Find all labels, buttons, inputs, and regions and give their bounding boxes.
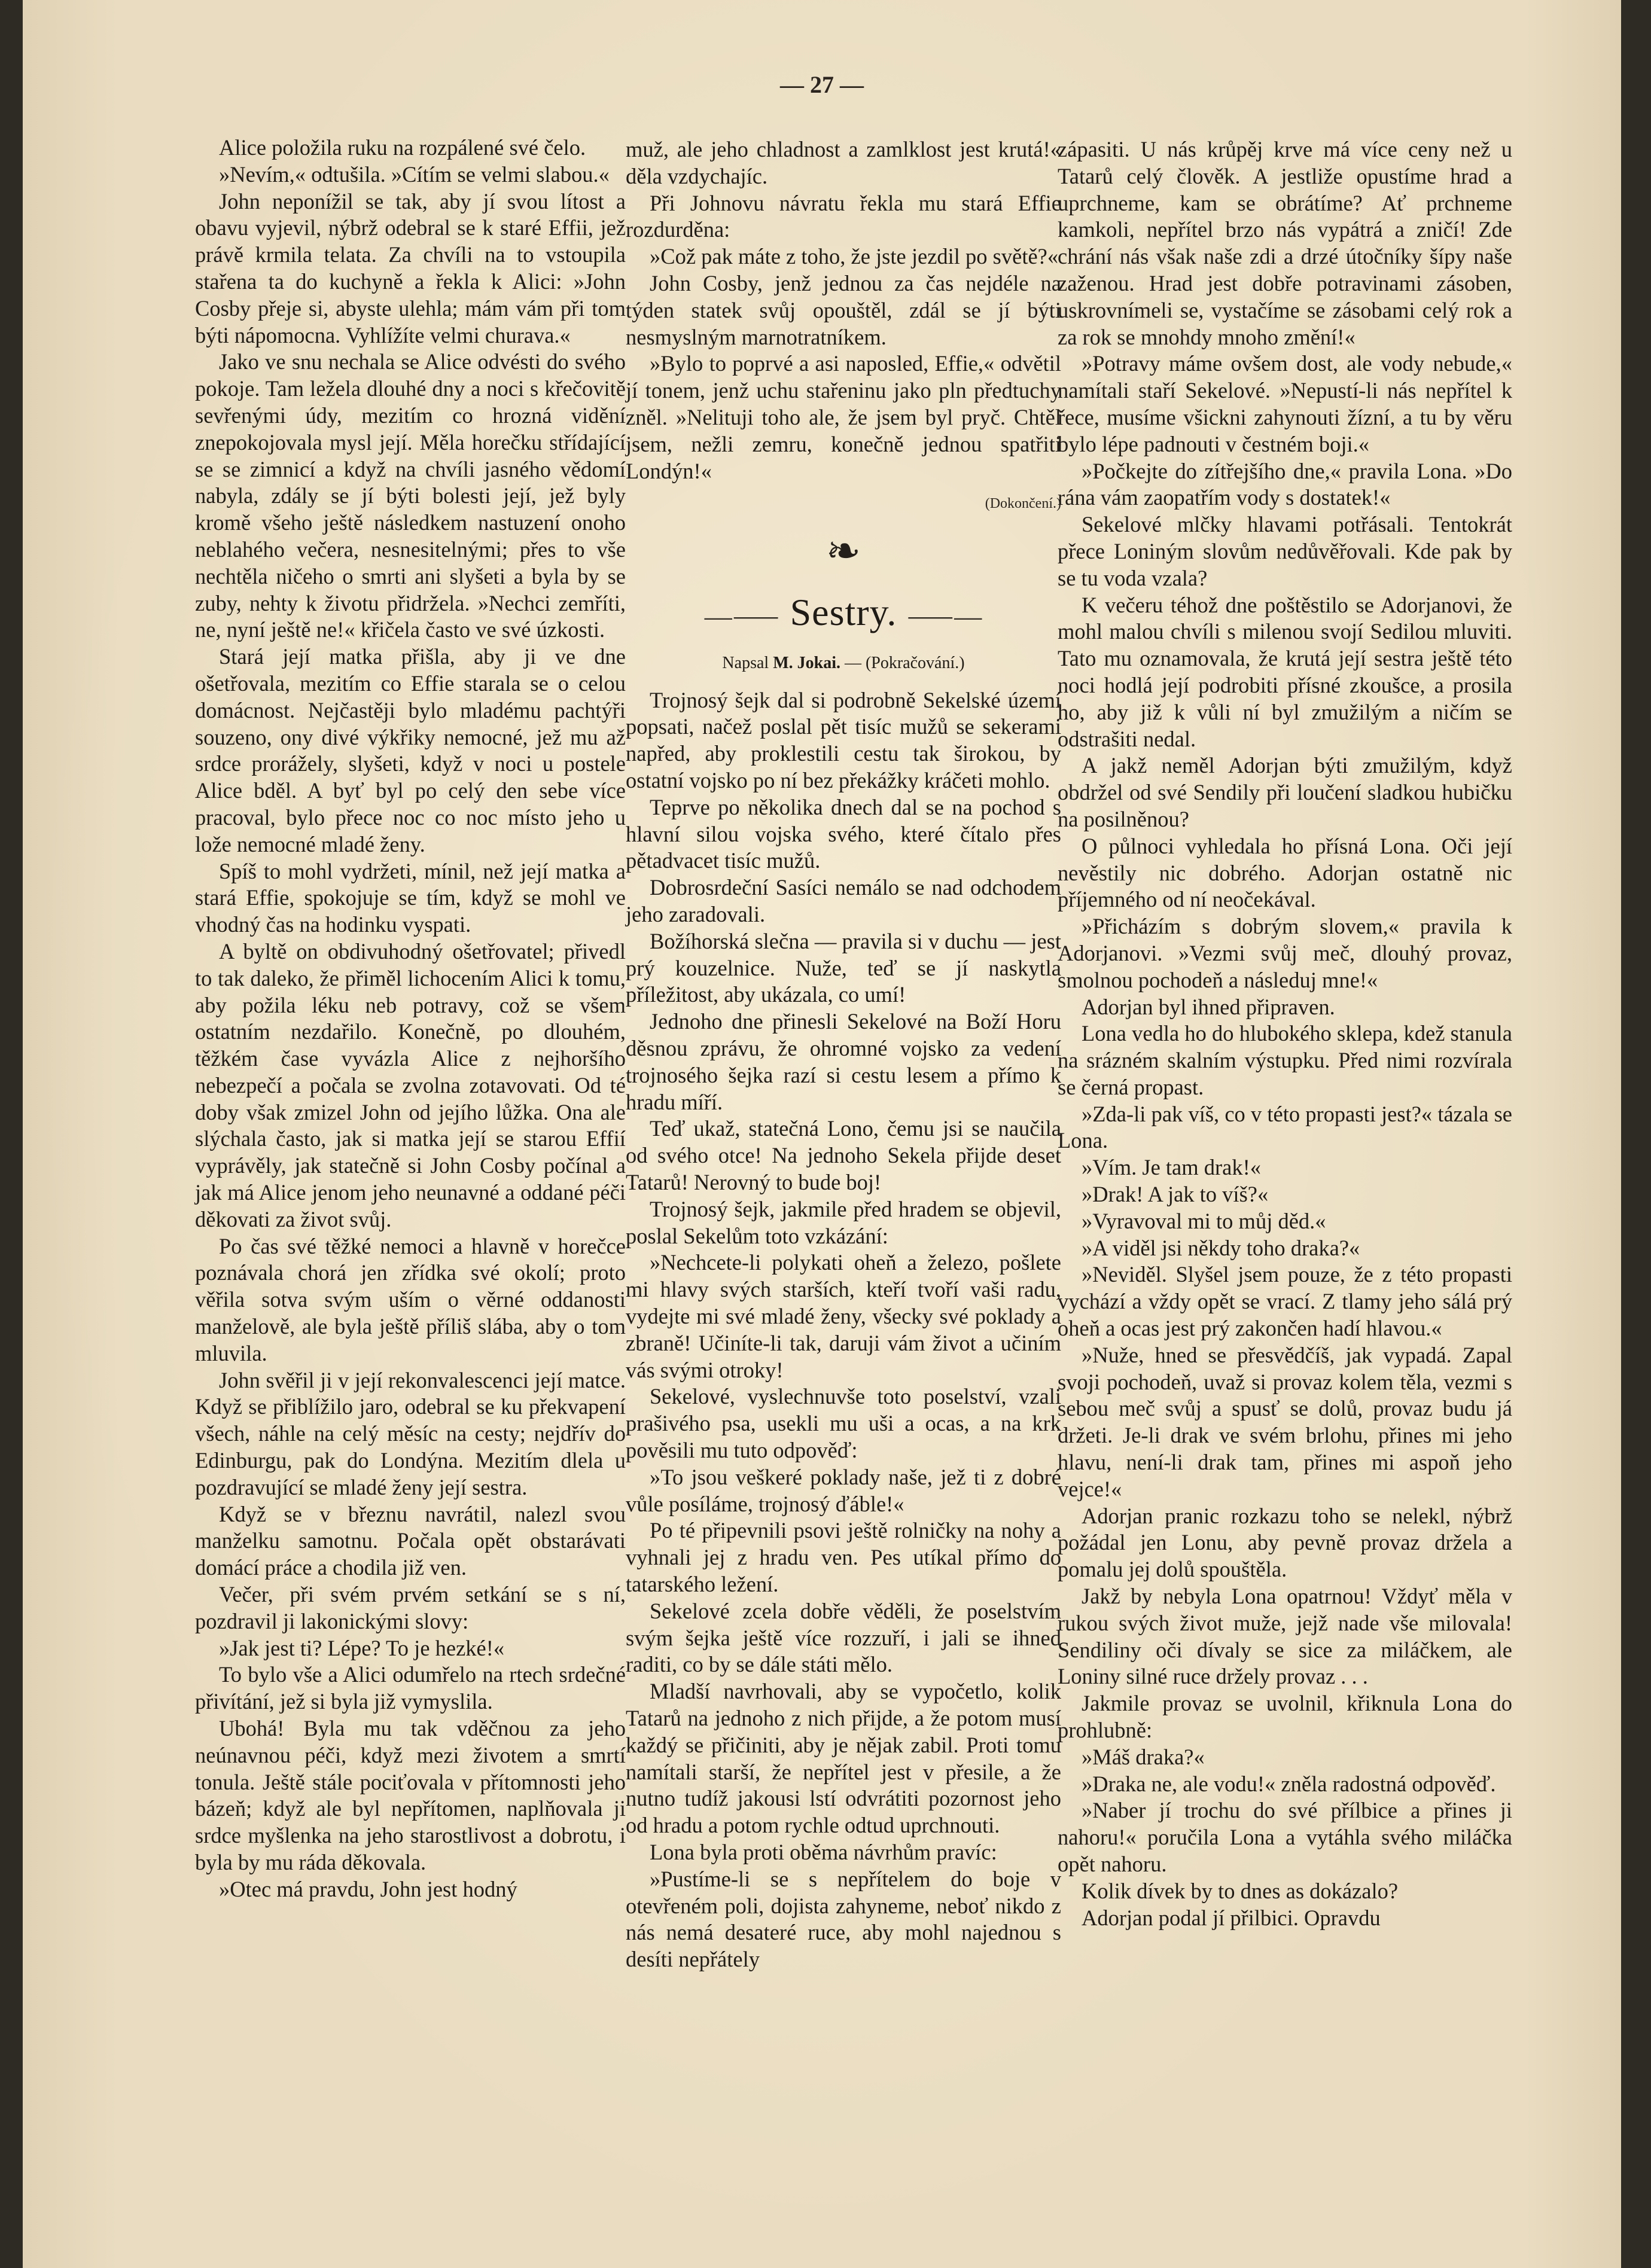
paragraph: A jakž neměl Adorjan býti zmužilým, když obdržel od své Sendily při loučení sladkou hubičku na posilněnou?: [1058, 753, 1512, 831]
title-flourish-left: —⸺: [704, 600, 780, 632]
continuation-note: (Dokončení.): [985, 496, 1061, 512]
paragraph: Trojnosý šejk dal si podrobně Sekelské území popsati, načež poslal pět tisíc mužů se sekerami napřed, aby proklestili cestu tak širokou, by ostatní vojsko po ní bez překážky kráčeti mohlo.: [626, 687, 1061, 793]
paragraph: A byltě on obdivuhodný ošetřovatel; přivedl to tak daleko, že přiměl lichocením Alici k tomu, aby požila léku neb potravy, což se všem ostatním nezdařilo. Konečně, po dlouhém, těžkém čase vyvázla Alice z nejhoršího nebezpečí a počala se zvolna zotavovati. Od té doby však zmizel John od jejího lůžka. Ona ale slýchala často, jak si matka její se starou Effií vyprávěly, jak statečně si John Cosby počínal a jak má Alice jenom jeho neunavné a oddané péči děkovati za život svůj.: [195, 938, 626, 1231]
paragraph: muž, ale jeho chladnost a zamlklost jest krutá!« děla vzdychajíc.: [626, 137, 1061, 188]
story-ending: [626, 136, 1061, 484]
left-column: [195, 135, 626, 1903]
page-number: — 27 —: [780, 71, 864, 98]
byline-prefix: Napsal: [722, 653, 769, 672]
paragraph: Teprve po několika dnech dal se na pochod s hlavní silou vojska svého, které čítalo přes pětadvacet tisíc mužů.: [626, 794, 1061, 873]
paragraph: »Jak jest ti? Lépe? To je hezké!«: [219, 1635, 505, 1660]
paragraph: Lona vedla ho do hlubokého sklepa, kdež stanula na srázném skalním výstupku. Před nimi rozvírala se černá propast.: [1058, 1021, 1512, 1099]
paragraph: »Nevím,« odtušila. »Cítím se velmi slabou.«: [219, 161, 610, 187]
paragraph: Spíš to mohl vydržeti, mínil, než její matka a stará Effie, spokojuje se tím, když se mohl ve vhodný čas na hodinku vyspati.: [195, 858, 626, 937]
paragraph: Stará její matka přišla, aby ji ve dne ošetřovala, mezitím co Effie starala se o celou domácnost. Nejčastěji bylo mladému pachtýři souzeno, ony divé výkřiky nemocné, jež mu až srdce prorážely, slyšeti, když v noci u postele Alice bděl. A byť byl po celý den sebe více pracoval, bylo přece noc co noc místo jeho u lože nemocné mladé ženy.: [195, 644, 626, 856]
paragraph: Trojnosý šejk, jakmile před hradem se objevil, poslal Sekelům toto vzkázání:: [626, 1196, 1061, 1248]
paragraph: Jakmile provaz se uvolnil, křiknula Lona do prohlubně:: [1058, 1691, 1512, 1743]
paragraph: Večer, při svém prvém setkání se s ní, pozdravil ji lakonickými slovy:: [195, 1582, 626, 1633]
paragraph: Po té připevnili psovi ještě rolničky na nohy a vyhnali jej z hradu ven. Pes utíkal přímo do tatarského ležení.: [626, 1518, 1061, 1596]
paragraph: »Bylo to poprvé a asi naposled, Effie,« odvětil jí tonem, jenž uchu stařeninu jako pln předtuchy zněl. »Nelituji toho ale, že jsem byl pryč. Chtěl jsem, nežli zemru, konečně jednou spatřiti Londýn!«: [626, 351, 1061, 483]
paragraph: Jako ve snu nechala se Alice odvésti do svého pokoje. Tam ležela dlouhé dny a noci s křečovitě sevřenými údy, mezitím co hrozná vidění znepokojovala mysl její. Měla horečku střídající se se zimnicí a když na chvíli jasného vědomí nabyla, zdály se jí býti bolesti její, jež byly kromě všeho ještě následkem nastuzení onoho neblahého večera, nesnesitelnými; přes to vše nechtěla ničeho o smrti ani slyšeti a byla by se zuby, nehty k životu přidržela. »Nechci zemříti, ne, nyní ještě ne!« křičela často ve své úzkosti.: [195, 349, 626, 642]
paragraph: »Zda-li pak víš, co v této propasti jest?« tázala se Lona.: [1058, 1101, 1512, 1153]
paragraph: Mladší navrhovali, aby se vypočetlo, kolik Tatarů na jednoho z nich přijde, a že potom musí každý se přičiniti, aby je nějak zabil. Proti tomu namítali starší, že nepřítel jest v přesile, a že nutno tudíž jakousi lstí odvrátiti pozornost jeho od hradu a potom rychle odtud uprchnouti.: [626, 1679, 1061, 1838]
paragraph: »Máš draka?«: [1082, 1744, 1205, 1769]
byline: [626, 650, 1061, 676]
paragraph: Po čas své těžké nemoci a hlavně v horečce poznávala chorá jen zřídka své okolí; proto věřila sotva svým uším o věrné oddanosti manželově, ale byla ještě příliš slába, aby o tom mluvila.: [195, 1233, 626, 1365]
paragraph: Sekelové, vyslechnuvše toto poselství, vzali prašivého psa, usekli mu uši a ocas, a na krk pověsili mu tuto odpověď:: [626, 1384, 1061, 1462]
paragraph: Adorjan byl ihned připraven.: [1082, 994, 1335, 1019]
paragraph: »Nuže, hned se přesvědčíš, jak vypadá. Zapal svoji pochodeň, uvaž si provaz kolem těla, vezmi s sebou meč svůj a spusť se dolů, provaz budu já držeti. Je-li drak ve svém brlohu, přines mi jeho hlavu, není-li drak tam, přines mi aspoň jeho vejce!«: [1058, 1342, 1512, 1501]
paragraph: John neponížil se tak, aby jí svou lítost a obavu vyjevil, nýbrž odebral se k staré Effii, jež právě krmila telata. Za chvíli na to vstoupila stařena ta do kuchyně a řekla k Alici: »John Cosby přeje si, abyste ulehla; mám vám při tom býti nápomocna. Vyhlížíte velmi churava.«: [195, 188, 626, 347]
paragraph: »Nechcete-li polykati oheň a železo, pošlete mi hlavy svých starších, kteří tvoří vaši radu, vydejte mi své mladé ženy, všecky své poklady a zbraně! Učiníte-li tak, daruji vám život a učiním vás svými otroky!: [626, 1250, 1061, 1382]
paragraph: Při Johnovu návratu řekla mu stará Effie rozdurděna:: [626, 190, 1061, 242]
title-flourish-right: ⸺—: [907, 600, 983, 632]
paragraph: Kolik dívek by to dnes as dokázalo?: [1082, 1878, 1399, 1903]
paragraph: »Potravy máme ovšem dost, ale vody nebude,« namítali staří Sekelové. »Nepustí-li nás nepřítel k řece, musíme všickni zahynouti žízní, a tu by věru bylo lépe padnouti v čestném boji.«: [1058, 351, 1512, 456]
paragraph: John Cosby, jenž jednou za čas nejdéle na týden statek svůj opouštěl, zdál se jí býti nesmyslným marnotratníkem.: [626, 270, 1061, 349]
paragraph: »Naber jí trochu do své přílbice a přines ji nahoru!« poručila Lona a vytáhla svého miláčka opět nahoru.: [1058, 1798, 1512, 1876]
paragraph: »Počkejte do zítřejšího dne,« pravila Lona. »Do rána vám zaopatřím vody s dostatek!«: [1058, 458, 1512, 510]
paragraph: John svěřil ji v její rekonvalescenci její matce. Když se přiblížilo jaro, odebral se ku překvapení všech, náhle na celý měsíc na cesty; nejdřív do Edinburgu, pak do Londýna. Mezitím dlela u pozdravující se mladé ženy její sestra.: [195, 1367, 626, 1499]
byline-status: — (Pokračování.): [844, 653, 965, 672]
story-body: [626, 687, 1061, 1973]
middle-column: [626, 136, 1061, 1973]
paragraph: To bylo vše a Alici odumřelo na rtech srdečné přivítání, jež si byla již vymyslila.: [195, 1662, 626, 1714]
paragraph: »A viděl jsi někdy toho draka?«: [1082, 1235, 1360, 1260]
paragraph: »Pustíme-li se s nepřítelem do boje v otevřeném poli, dojista zahyneme, neboť nikdo z nás nemá desateré ruce, aby mohl najednou s desíti nepřátely: [626, 1866, 1061, 1972]
paragraph: »Otec má pravdu, John jest hodný: [219, 1876, 517, 1901]
paragraph: »Přicházím s dobrým slovem,« pravila k Adorjanovi. »Vezmi svůj meč, dlouhý provaz, smolnou pochodeň a následuj mne!«: [1058, 914, 1512, 992]
paragraph: Božíhorská slečna — pravila si v duchu — jest prý kouzelnice. Nuže, teď se jí naskytla příležitost, aby ukázala, co umí!: [626, 928, 1061, 1007]
paragraph: O půlnoci vyhledala ho přísná Lona. Oči její nevěstily nic dobrého. Adorjan ostatně nic příjemného od ní neočekával.: [1058, 833, 1512, 912]
byline-author: M. Jokai.: [773, 653, 840, 672]
paragraph: Adorjan pranic rozkazu toho se nelekl, nýbrž požádal jen Lonu, aby pevně provaz držela a pomalu jej dolů spouštěla.: [1058, 1503, 1512, 1582]
paragraph: »Neviděl. Slyšel jsem pouze, že z této propasti vychází a vždy opět se vrací. Z tlamy jeho sálá prý oheň a ocas jest prý zakončen hadí hlavou.«: [1058, 1262, 1512, 1341]
paragraph: Alice položila ruku na rozpálené své čelo.: [219, 135, 586, 160]
paragraph: »Drak! A jak to víš?«: [1082, 1182, 1269, 1207]
paragraph: Sekelové zcela dobře věděli, že poselstvím svým šejka ještě více rozzuří, i jali se ihned raditi, co by se dále státi mělo.: [626, 1598, 1061, 1677]
story-title-text: Sestry.: [790, 591, 897, 634]
paragraph: K večeru téhož dne poštěstilo se Adorjanovi, že mohl malou chvíli s milenou svojí Sedilou mluviti. Tato mu oznamovala, že krutá její sestra ještě této noci hodlá její podrobiti přísné zkoušce, a prosila ho, aby již k vůli ní byl zmužilým a ničím se odstrašiti nedal.: [1058, 592, 1512, 751]
paragraph: »Vyravoval mi to můj děd.«: [1082, 1208, 1326, 1233]
paragraph: »Vím. Je tam drak!«: [1082, 1155, 1262, 1180]
paragraph: Ubohá! Byla mu tak vděčnou za jeho neúnavnou péči, když mezi životem a smrtí tonula. Ještě stále pociťovala v přítomnosti jeho bázeň; když ale byl nepřítomen, naplňovala ji srdce myšlenka na jeho starostlivost a dobrotu, i byla by mu ráda děkovala.: [195, 1716, 626, 1874]
paragraph: »To jsou veškeré poklady naše, jež ti z dobré vůle posíláme, trojnosý ďáble!«: [626, 1464, 1061, 1516]
paragraph: Dobrosrdeční Sasíci nemálo se nad odchodem jeho zaradovali.: [626, 875, 1061, 927]
paragraph: »Draka ne, ale vodu!« zněla radostná odpověď.: [1082, 1771, 1496, 1796]
paragraph: Jakž by nebyla Lona opatrnou! Vždyť měla v rukou svých život muže, jejž nade vše milovala! Sendiliny oči dívaly se sice za miláčkem, ale Loniny silné ruce držely provaz . . .: [1058, 1584, 1512, 1689]
paragraph: zápasiti. U nás krůpěj krve má více ceny než u Tatarů celý člověk. A jestliže opustíme hrad a uprchneme, kam se obrátíme? Ať prchneme kamkoli, nepřítel brzo nás vypátrá a zničí! Zde chrání nás však naše zdi a drzé útočníky šípy naše zaženou. Hrad jest dobře potravinami zásoben, uskrovnímeli se, vystačíme se zásobami celý rok a za rok se mnohdy mnoho změní!«: [1058, 137, 1512, 349]
paragraph: Adorjan podal jí přilbici. Opravdu: [1082, 1905, 1381, 1930]
paragraph: Sekelové mlčky hlavami potřásali. Tentokrát přece Loniným slovům nedůvěřovali. Kde pak by se tu voda vzala?: [1058, 512, 1512, 590]
paragraph: Když se v březnu navrátil, nalezl svou manželku samotnu. Počala opět obstarávati domácí práce a chodila již ven.: [195, 1501, 626, 1580]
newspaper-page: [23, 0, 1621, 2268]
paragraph: »Což pak máte z toho, že jste jezdil po světě?«: [650, 244, 1059, 269]
paragraph: Jednoho dne přinesli Sekelové na Boží Horu děsnou zprávu, že ohromné vojsko za vedení trojnosého šejka razí si cestu lesem a přímo k hradu míří.: [626, 1009, 1061, 1114]
fleuron-ornament-icon: ❧: [826, 529, 861, 575]
paragraph: Lona byla proti oběma návrhům pravíc:: [650, 1839, 997, 1864]
story-title: [626, 587, 1061, 641]
right-column: [1058, 136, 1512, 1931]
paragraph: Teď ukaž, statečná Lono, čemu jsi se naučila od svého otce! Na jednoho Sekela přijde deset Tatarů! Nerovný to bude boj!: [626, 1116, 1061, 1195]
